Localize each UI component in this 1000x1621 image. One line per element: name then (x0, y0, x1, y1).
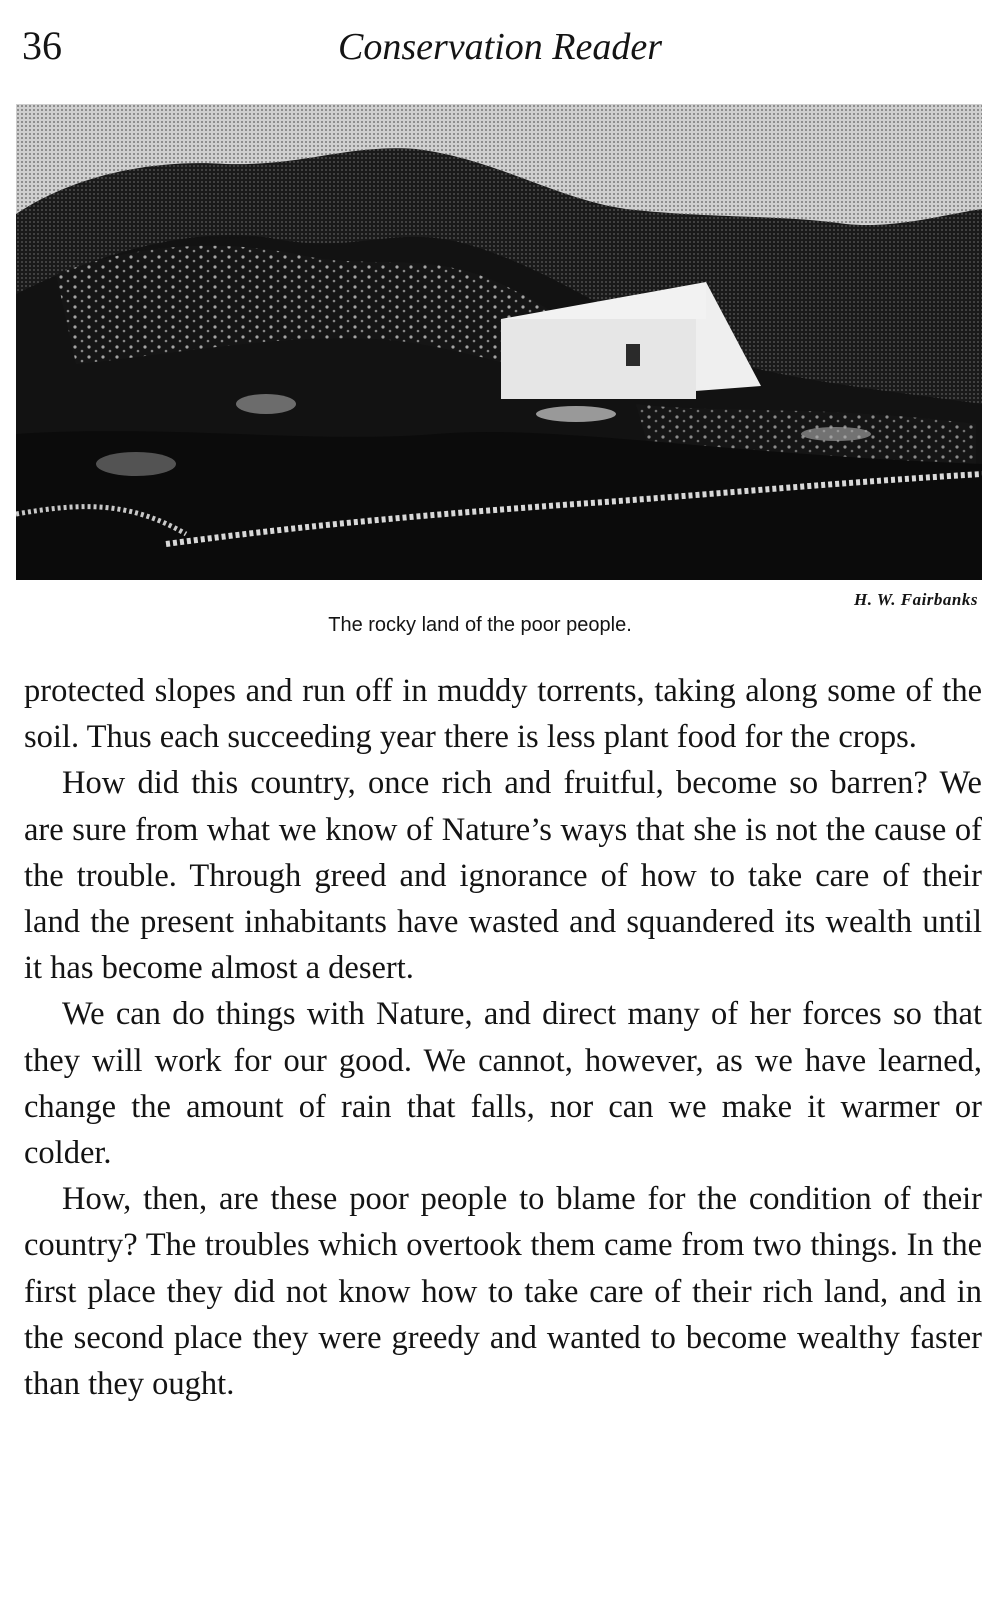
halftone-photo-rocky-land (16, 104, 982, 580)
paragraph: How, then, are these poor people to blame for the condition of their country? The troubles which overtook them came from two things. In the first place they did not know how to take care of their rich land, and in the second place they were greedy and wanted to become wealthy faster than they ought. (24, 1181, 982, 1403)
paragraph: How did this country, once rich and fruitful, become so barren? We are sure from what we know of Nature’s ways that she is not the cause of the trouble. Through greed and ignorance of how to take care of their land the present inhabitants have wasted and squandered its wealth until it has become almost a desert. (24, 765, 982, 987)
photo-illustration (16, 104, 982, 580)
paragraph-continuation: protected slopes and run off in muddy torrents, taking along some of the soil. Thus each succeeding year there is less plant food for the crops. (24, 673, 982, 756)
page-number: 36 (22, 23, 62, 68)
photo-credit: H. W. Fairbanks (853, 590, 978, 609)
caption-text: The rocky land of the poor people. (328, 614, 632, 636)
figure-caption (0, 612, 1000, 638)
paragraph: We can do things with Nature, and direct many of her forces so that they will work for our good. We cannot, however, as we have learned, change the amount of rain that falls, nor can we make it warmer or colder. (24, 996, 982, 1172)
body-text (24, 668, 982, 1407)
running-head-title: Conservation Reader (337, 26, 662, 68)
